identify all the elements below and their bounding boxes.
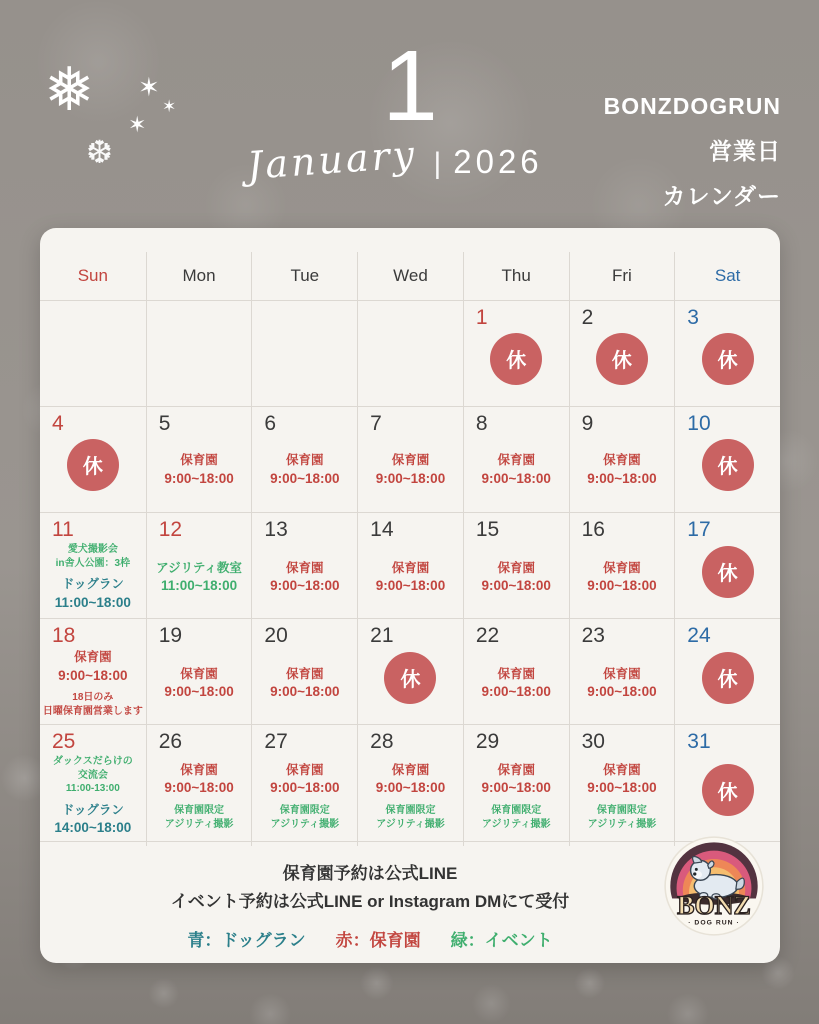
day-number: 11 [52, 518, 74, 541]
snowflake-icon: ❅ [44, 56, 95, 123]
schedule-line: 保育園 [180, 666, 218, 681]
day-content [675, 755, 780, 846]
day-number [40, 301, 146, 331]
day-number: 4 [52, 412, 64, 435]
day-content [464, 543, 569, 620]
calendar-cell-day-10 [674, 407, 780, 512]
calendar-cell-day-27 [251, 725, 357, 846]
weekday-label-fri: Fri [569, 252, 675, 300]
day-content [675, 543, 780, 620]
schedule-line: 9:00~18:00 [58, 667, 128, 683]
weekday-label-sun: Sun [77, 266, 108, 285]
day-number [252, 301, 357, 331]
day-content [147, 543, 252, 620]
day-number: 19 [158, 624, 183, 647]
schedule-line: 保育園 [603, 666, 641, 681]
day-content [358, 437, 463, 512]
separator: | [433, 147, 442, 180]
day-number: 9 [581, 412, 594, 435]
schedule-line: 11:00~18:00 [54, 594, 131, 610]
day-content [252, 649, 357, 726]
month-number: 1 [382, 30, 438, 142]
schedule-line: 保育園 [603, 762, 641, 777]
day-number: 3 [687, 306, 699, 329]
weekday-label-wed: Wed [357, 252, 463, 300]
schedule-line: in舎人公園：3枠 [55, 557, 131, 569]
day-number: 23 [581, 624, 605, 647]
schedule-line: アジリティ教室 [156, 560, 242, 575]
day-number: 26 [158, 730, 183, 753]
legend-item-hoikuen: 赤：保育園 [335, 931, 421, 950]
calendar-cell-day-20 [251, 619, 357, 726]
calendar-week-row [40, 407, 780, 513]
schedule-line: ドッグラン [61, 802, 124, 817]
calendar-week-row [40, 513, 780, 619]
calendar-cell-day-28 [357, 725, 463, 846]
schedule-line: 日曜保育園営業します [42, 705, 143, 717]
day-number: 20 [264, 624, 288, 647]
closed-badge: 休 [384, 652, 436, 704]
day-content [147, 649, 252, 726]
calendar-cell-empty [40, 301, 146, 406]
schedule-line: 保育園限定 [174, 805, 225, 817]
schedule-line: 9:00~18:00 [481, 470, 551, 486]
schedule-line: 保育園 [180, 453, 218, 468]
brand-line: BONZDOGRUN [603, 93, 781, 119]
calendar-cell-day-4 [40, 407, 146, 512]
day-content [147, 437, 252, 512]
calendar-cell-day-18 [40, 619, 146, 726]
schedule-line: 保育園 [286, 762, 324, 777]
booking-note: 保育園予約は公式LINE [282, 864, 458, 883]
day-content [147, 331, 252, 406]
day-content [40, 649, 146, 726]
schedule-line: 保育園 [286, 560, 324, 575]
day-content [464, 437, 569, 512]
schedule-line: 9:00~18:00 [164, 684, 234, 699]
weekday-label-tue: Tue [251, 252, 357, 300]
calendar-cell-day-14 [357, 513, 463, 620]
day-number: 16 [581, 518, 605, 541]
schedule-line: 保育園 [286, 453, 324, 468]
calendar-week-row [40, 301, 780, 407]
day-content [464, 755, 569, 846]
day-number: 22 [475, 624, 500, 647]
day-content [252, 543, 357, 620]
brand-title [604, 84, 781, 219]
logo-subtitle: · DOG RUN · [688, 919, 740, 927]
schedule-line: アジリティ撮影 [270, 818, 340, 830]
schedule-line: 交流会 [77, 769, 108, 781]
day-number: 1 [475, 306, 488, 329]
day-content [40, 331, 146, 406]
calendar-cell-day-13 [251, 513, 357, 620]
schedule-line: 保育園限定 [385, 805, 436, 817]
calendar-cell-day-22 [463, 619, 569, 726]
schedule-line: 11:00-13:00 [65, 783, 120, 794]
closed-badge: 休 [702, 439, 754, 491]
calendar-cell-day-1 [463, 301, 569, 406]
day-content [464, 649, 569, 726]
calendar-cell-day-3 [674, 301, 780, 406]
day-number: 14 [370, 518, 394, 541]
calendar-cell-day-17 [674, 513, 780, 620]
month-name: January [246, 132, 419, 188]
schedule-line: 9:00~18:00 [587, 578, 657, 593]
schedule-line: 18日のみ [72, 692, 114, 704]
brand-line: 営業日 [709, 138, 781, 164]
schedule-line: 保育園 [74, 650, 112, 664]
sparkle-icon: ✶ [138, 72, 160, 102]
day-number: 13 [264, 518, 288, 541]
day-content [358, 649, 463, 726]
color-legend [40, 926, 700, 951]
day-number: 25 [52, 730, 76, 753]
calendar-week-row [40, 619, 780, 725]
calendar-cell-empty [146, 301, 252, 406]
calendar-cell-day-26 [146, 725, 252, 846]
weekday-row [40, 252, 780, 301]
closed-badge: 休 [702, 333, 754, 385]
schedule-line: 保育園 [497, 762, 535, 777]
day-content [40, 437, 146, 512]
weekday-label-sat: Sat [674, 252, 780, 300]
day-content [570, 755, 675, 846]
day-number [358, 301, 463, 331]
calendar-cell-day-23 [569, 619, 675, 726]
day-number: 6 [264, 412, 277, 435]
weekday-label-thu: Thu [463, 252, 569, 300]
calendar-cell-day-7 [357, 407, 463, 512]
day-number: 17 [687, 518, 711, 541]
day-number: 28 [370, 730, 394, 753]
day-content [147, 755, 252, 846]
schedule-line: 9:00~18:00 [375, 470, 446, 486]
schedule-line: 保育園限定 [279, 805, 330, 817]
schedule-line: ドッグラン [61, 577, 124, 591]
calendar-cell-day-25 [40, 725, 146, 846]
calendar-cell-day-6 [251, 407, 357, 512]
day-number: 18 [52, 624, 76, 647]
schedule-line: 保育園 [497, 453, 535, 468]
day-content [570, 331, 675, 406]
calendar-week-row [40, 725, 780, 842]
schedule-line: 9:00~18:00 [481, 684, 551, 699]
day-content [464, 331, 569, 406]
day-content [675, 331, 780, 406]
schedule-line: 保育園 [391, 762, 430, 777]
schedule-line: 愛犬撮影会 [67, 544, 118, 555]
brand-line: カレンダー [662, 183, 781, 209]
day-content [40, 543, 146, 620]
calendar-card [40, 228, 780, 963]
day-number: 10 [687, 412, 711, 435]
calendar-cell-day-12 [146, 513, 252, 620]
schedule-line: 9:00~18:00 [587, 470, 657, 486]
day-number: 7 [370, 412, 382, 435]
calendar-cell-day-2 [569, 301, 675, 406]
schedule-line: 保育園 [391, 560, 430, 575]
day-number: 30 [581, 730, 605, 753]
day-content [675, 437, 780, 512]
schedule-line: 9:00~18:00 [587, 684, 657, 699]
schedule-line: 保育園 [180, 762, 218, 777]
closed-badge: 休 [702, 546, 754, 598]
day-content [40, 755, 146, 846]
calendar-cell-day-5 [146, 407, 252, 512]
day-content [675, 649, 780, 726]
schedule-line: 9:00~18:00 [375, 780, 446, 796]
day-content [252, 331, 357, 406]
calendar-cell-day-8 [463, 407, 569, 512]
day-number: 21 [370, 624, 394, 647]
calendar-cell-day-9 [569, 407, 675, 512]
schedule-line: 保育園 [603, 560, 641, 575]
schedule-line: アジリティ撮影 [481, 818, 551, 830]
schedule-line: 9:00~18:00 [164, 780, 234, 796]
bonz-logo [662, 834, 766, 938]
schedule-line: 保育園 [603, 453, 641, 468]
day-content [252, 755, 357, 846]
day-content [570, 649, 675, 726]
day-number: 27 [264, 730, 288, 753]
schedule-line: 9:00~18:00 [270, 578, 340, 593]
calendar-cell-day-29 [463, 725, 569, 846]
schedule-line: 11:00~18:00 [160, 578, 238, 593]
schedule-line: ダックスだらけの [52, 756, 133, 767]
calendar-cell-day-16 [569, 513, 675, 620]
day-number: 5 [158, 412, 171, 435]
schedule-line: 9:00~18:00 [375, 578, 446, 593]
legend-item-event: 緑：イベント [450, 931, 553, 950]
day-number [147, 301, 252, 331]
closed-badge: 休 [702, 764, 754, 816]
booking-note: イベント予約は公式LINE or Instagram DMにて受付 [170, 892, 570, 911]
closed-badge: 休 [490, 333, 542, 385]
day-number: 2 [581, 306, 594, 329]
schedule-line: アジリティ撮影 [587, 818, 657, 830]
schedule-line: アジリティ撮影 [376, 818, 445, 830]
schedule-line: 9:00~18:00 [270, 780, 340, 796]
schedule-line: 保育園限定 [596, 805, 647, 817]
day-content [358, 755, 463, 846]
legend-item-dogrun: 青：ドッグラン [187, 931, 306, 950]
calendar-grid [40, 301, 780, 842]
schedule-line: 保育園 [497, 560, 535, 575]
snowflake-icon: ❆ [86, 134, 113, 170]
schedule-line: 保育園 [497, 666, 535, 681]
day-content [570, 437, 675, 512]
schedule-line: 9:00~18:00 [164, 470, 234, 486]
day-number: 15 [475, 518, 500, 541]
day-content [252, 437, 357, 512]
calendar-cell-empty [357, 301, 463, 406]
booking-notes [40, 842, 700, 916]
day-number: 8 [475, 412, 488, 435]
calendar-cell-empty [251, 301, 357, 406]
weekday-label-mon: Mon [146, 252, 252, 300]
closed-badge: 休 [67, 439, 119, 491]
schedule-line: 9:00~18:00 [481, 780, 551, 796]
year: 2026 [453, 143, 543, 180]
closed-badge: 休 [702, 652, 754, 704]
day-number: 29 [475, 730, 500, 753]
calendar-footer [40, 842, 780, 963]
day-content [358, 331, 463, 406]
dog-logo-icon [662, 834, 766, 938]
calendar-cell-day-19 [146, 619, 252, 726]
schedule-line: アジリティ撮影 [164, 818, 234, 830]
schedule-line: 9:00~18:00 [270, 684, 340, 699]
closed-badge: 休 [596, 333, 648, 385]
sparkle-icon: ✶ [128, 112, 147, 137]
schedule-line: 9:00~18:00 [587, 780, 657, 796]
day-content [358, 543, 463, 620]
calendar-cell-day-11 [40, 513, 146, 620]
calendar-cell-day-15 [463, 513, 569, 620]
day-number: 24 [687, 624, 711, 647]
schedule-line: 保育園限定 [491, 805, 542, 817]
calendar-cell-day-30 [569, 725, 675, 846]
sparkle-icon: ✶ [162, 97, 177, 116]
schedule-line: 14:00~18:00 [54, 820, 132, 835]
calendar-cell-day-24 [674, 619, 780, 726]
schedule-line: 9:00~18:00 [270, 470, 340, 486]
day-number: 12 [158, 518, 183, 541]
schedule-line: 保育園 [286, 666, 324, 681]
schedule-line: 保育園 [391, 453, 430, 468]
day-content [570, 543, 675, 620]
day-number: 31 [687, 730, 711, 753]
schedule-line: 9:00~18:00 [481, 578, 551, 593]
calendar-cell-day-31 [674, 725, 780, 846]
calendar-cell-day-21 [357, 619, 463, 726]
month-year-line [246, 132, 543, 188]
logo-wordmark: BONZ [677, 891, 751, 921]
